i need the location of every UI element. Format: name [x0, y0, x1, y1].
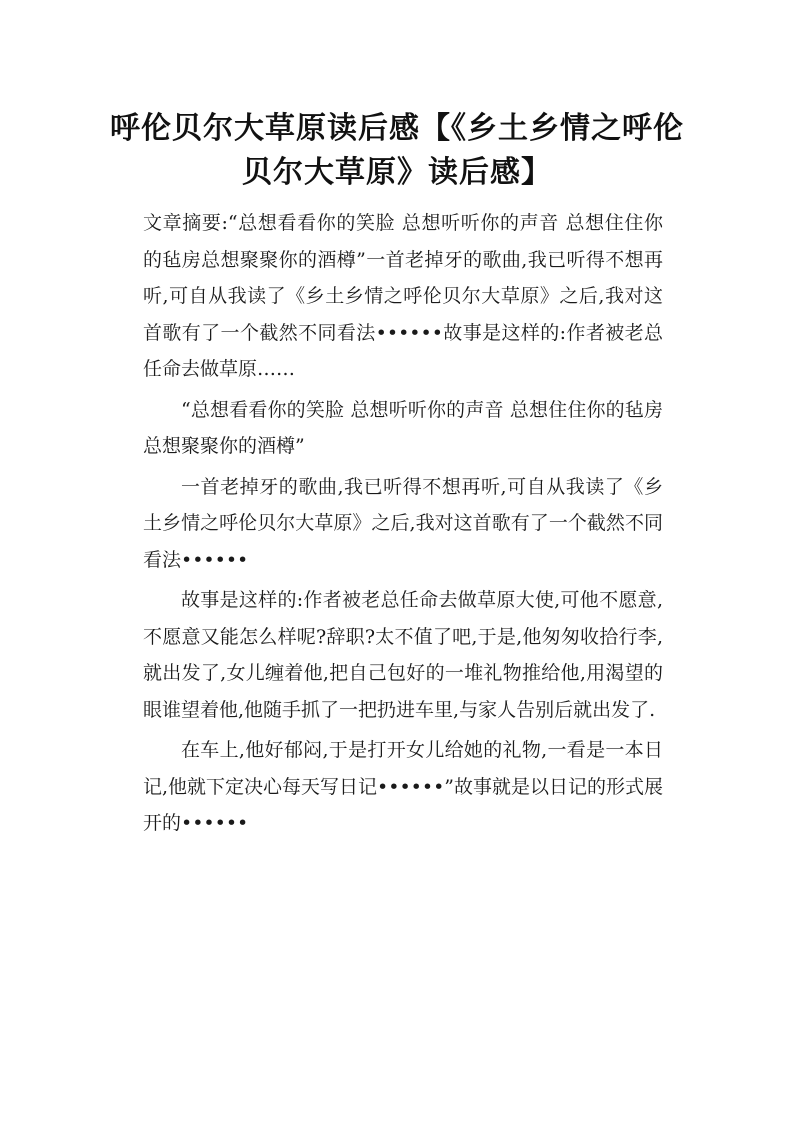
- article-summary: 文章摘要:“总想看看你的笑脸 总想听听你的声音 总想住住你的毡房总想聚聚你的酒樽”一首老掉牙的歌曲,我已听得不想再听,可自从我读了《乡土乡情之呼伦贝尔大草原》之后,我对这首歌有了一个截然不同看法••••••故事是这样的:作者被老总任命去做草原……: [143, 212, 663, 380]
- document-body: [143, 205, 663, 846]
- paragraph-song-opinion: 一首老掉牙的歌曲,我已听得不想再听,可自从我读了《乡土乡情之呼伦贝尔大草原》之后,我对这首歌有了一个截然不同看法••••••: [143, 475, 663, 571]
- document-title: 呼伦贝尔大草原读后感【《乡土乡情之呼伦贝尔大草原》读后感】: [110, 111, 684, 190]
- paragraph-diary: 在车上,他好郁闷,于是打开女儿给她的礼物,一看是一本日记,他就下定决心每天写日记••••••”故事就是以日记的形式展开的••••••: [143, 739, 663, 834]
- paragraph-story: 故事是这样的:作者被老总任命去做草原大使,可他不愿意,不愿意又能怎么样呢?辞职?太不值了吧,于是,他匆匆收拾行李,就出发了,女儿缠着他,把自己包好的一堆礼物推给他,用渴望的眼谁望着他,他随手抓了一把扔进车里,与家人告别后就出发了.: [143, 589, 663, 721]
- paragraph-song-lyrics: “总想看看你的笑脸 总想听听你的声音 总想住住你的毡房总想聚聚你的酒樽”: [143, 398, 663, 457]
